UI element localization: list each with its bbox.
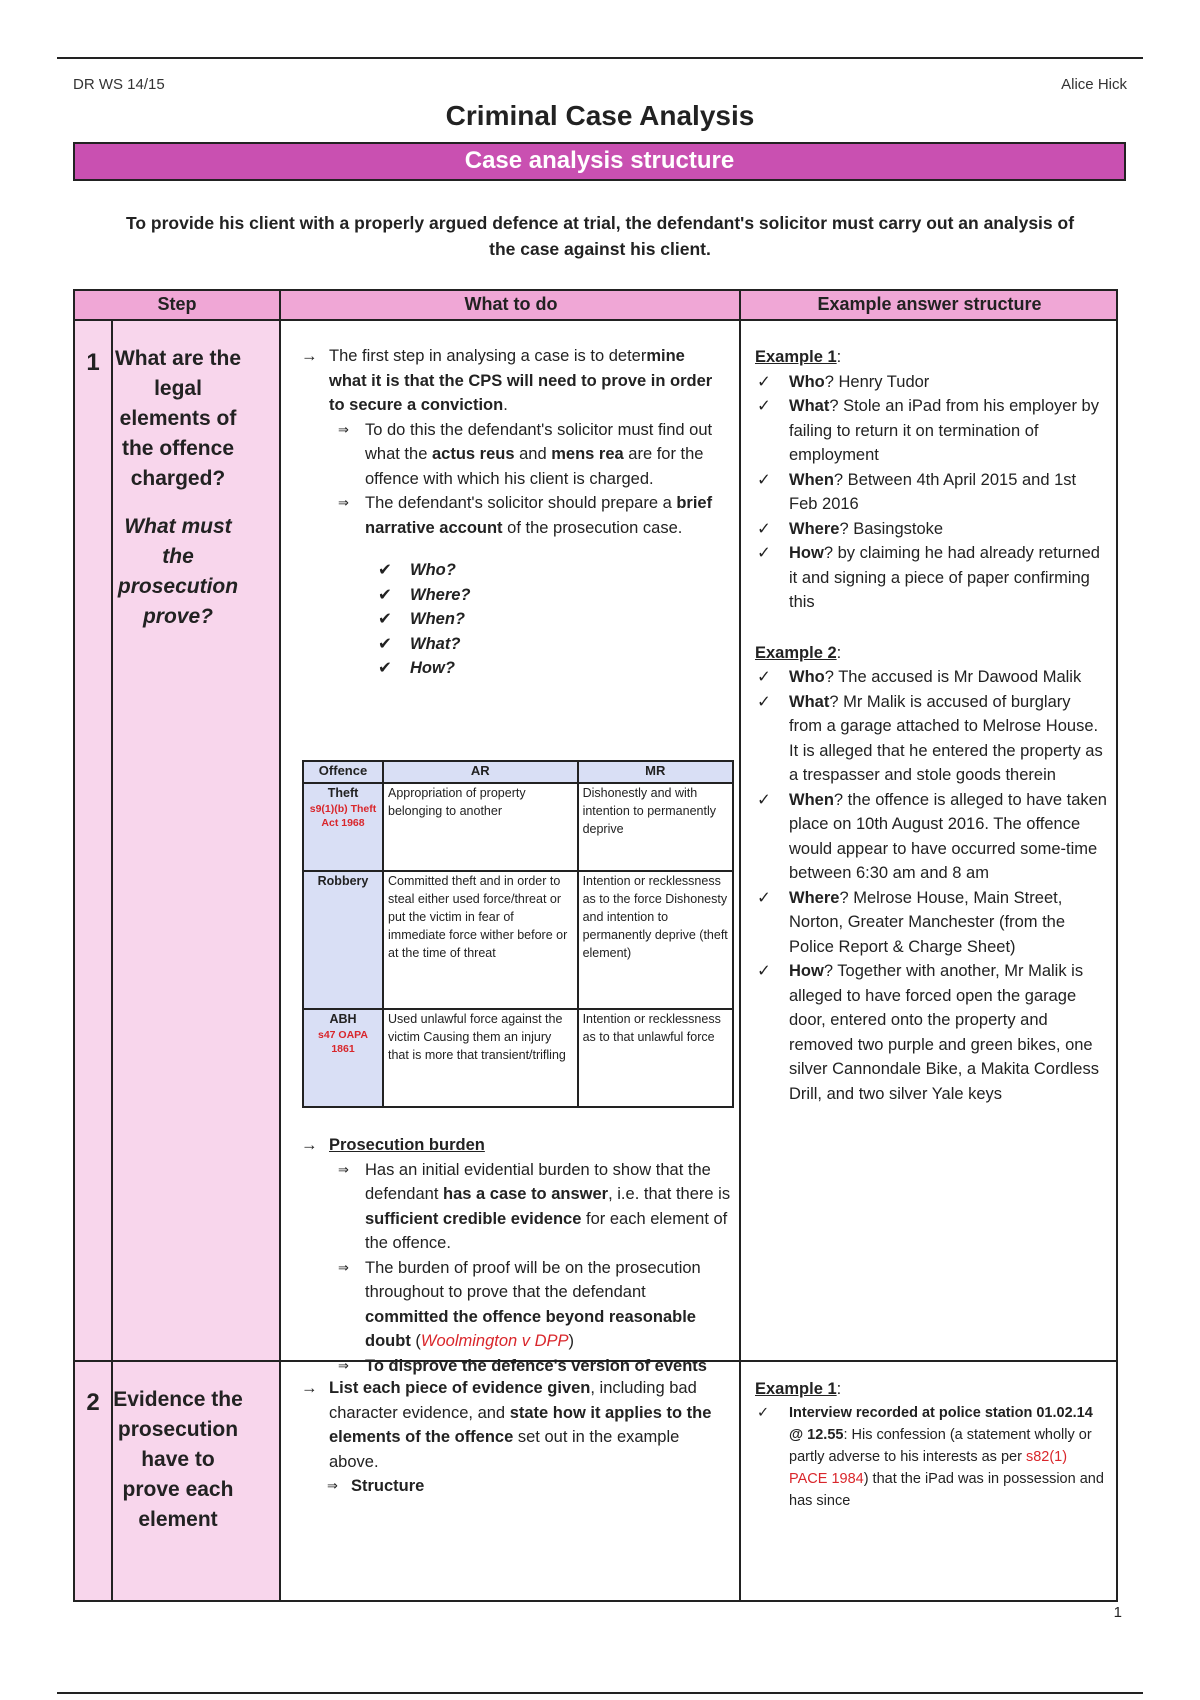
step2-number: 2 [86,1389,100,1416]
check-icon: ✔ [378,610,392,628]
check-icon: ✓ [757,692,771,711]
bottom-rule [57,1692,1143,1694]
list-item: → List each piece of evidence given, including bad character evidence, and state how it applies to the elements of the offence set out in the example above. [293,1376,725,1474]
checklist [293,558,725,681]
list-item: ✓ Who? The accused is Mr Dawood Malik [755,665,1107,690]
list-item: ⇒ The defendant's solicitor should prepare a brief narrative account of the prosecution case. [293,491,725,540]
list-item: ✓ Where? Melrose House, Main Street, Norton, Greater Manchester (from the Police Report & Charge Sheet) [755,886,1107,960]
check-icon: ✔ [378,585,392,604]
check-icon: ✓ [757,668,771,686]
ar-cell: Appropriation of property belonging to another [383,783,578,871]
check-icon: ✓ [757,962,771,980]
step1-number: 1 [86,349,100,376]
double-arrow-icon: ⇒ [338,1259,349,1275]
list-item: ✓ When? Between 4th April 2015 and 1st Feb 2016 [755,468,1107,517]
intro-text: To provide his client with a properly argued defence at trial, the defendant's solicitor must carry out an analysis of the case against his client. [125,213,1075,259]
example1-heading: Example 1: [755,348,842,366]
step1-examples [755,345,1107,1106]
offence-cell: Theft s9(1)(b) Theft Act 1968 [303,783,383,871]
section-banner: Case analysis structure [73,142,1126,181]
table-header: MR [578,761,733,783]
table-row [303,871,733,1009]
checklist-item: ✔ Where? [378,583,725,608]
offence-cell: ABH s47 OAPA 1861 [303,1009,383,1107]
list-item: ✓ Who? Henry Tudor [755,370,1107,395]
list-item: ✓ What? Stole an iPad from his employer by failing to return it on termination of employment [755,394,1107,468]
checklist-item: ✔ When? [378,607,725,632]
table-border [739,289,741,1602]
top-rule [57,57,1143,59]
list-item: ✓ Where? Basingstoke [755,517,1107,542]
arrow-right-icon: → [301,1379,318,1397]
list-item: ✓ When? the offence is alleged to have taken place on 10th August 2016. The offence would appear to have occurred some-time between 6:30 am and 8 am [755,788,1107,886]
double-arrow-icon: ⇒ [338,1161,349,1177]
table-border [1116,289,1118,1602]
table-header-row [303,761,733,783]
double-arrow-icon: ⇒ [338,1357,349,1373]
check-icon: ✓ [757,372,771,391]
check-icon: ✓ [757,888,771,907]
list-item: ✓ How? by claiming he had already returned it and signing a piece of paper confirming this [755,541,1107,615]
check-icon: ✓ [757,1404,770,1421]
prosecution-burden [293,1133,733,1378]
offence-cell: Robbery [303,871,383,1009]
checklist-item: ✔ Who? [378,558,725,583]
check-icon: ✓ [757,544,771,562]
table-border [73,289,1118,291]
step2-title: Evidence the prosecution have to prove each element [113,1388,243,1531]
table-row [303,1009,733,1107]
step2-examples [755,1377,1105,1512]
table-header: Offence [303,761,383,783]
step1-title-block [113,344,243,632]
check-icon: ✔ [378,634,392,653]
double-arrow-icon: ⇒ [327,1478,338,1493]
table-header: AR [383,761,578,783]
check-icon: ✓ [757,519,771,538]
check-icon: ✓ [757,470,771,489]
table-border [73,319,1118,321]
check-icon: ✓ [757,397,771,415]
offence-table [302,760,734,1108]
double-arrow-icon: ⇒ [338,495,349,510]
check-icon: ✔ [378,659,392,677]
ar-cell: Committed theft and in order to steal either used force/threat or put the victim in fear of immediate force wither before or at the time of threat [383,871,578,1009]
list-item: ⇒ Has an initial evidential burden to show that the defendant has a case to answer, i.e. that there is sufficient credible evidence for each element of the offence. [293,1158,733,1256]
list-item: ⇒ The burden of proof will be on the prosecution throughout to prove that the defendant committed the offence beyond reasonable doubt (Woolmington v DPP) [293,1256,733,1354]
step2-what-to-do [293,1376,725,1499]
header-left: DR WS 14/15 [73,76,165,93]
list-item: ⇒ Structure [293,1474,725,1499]
header-right: Alice Hick [1061,76,1127,93]
step1-title: What are the legal elements of the offence charged? [114,347,242,490]
page-title: Criminal Case Analysis [445,100,755,131]
page-number: 1 [1113,1604,1122,1621]
column-header-example: Example answer structure [741,289,1118,319]
list-item: ⇒ To disprove the defence's version of events [293,1354,733,1379]
ar-cell: Used unlawful force against the victim Causing them an injury that is more that transient/trifling [383,1009,578,1107]
step2-example-heading: Example 1: [755,1380,842,1398]
step1-what-to-do [293,344,725,681]
list-item: ✓ Interview recorded at police station 01.02.14 @ 12.55: His confession (a statement wholly or partly adverse to his interests as per s82(1) PACE 1984) that the iPad was in possession and has since [755,1402,1105,1512]
list-item: ✓ What? Mr Malik is accused of burglary from a garage attached to Melrose House. It is alleged that he entered the property as a trespasser and stole goods therein [755,690,1107,788]
check-icon: ✔ [378,561,392,579]
list-item: ✓ How? Together with another, Mr Malik is alleged to have forced open the garage door, entered onto the property and removed two purple and green bikes, one silver Cannondale Bike, a Makita Cordless Drill, and two silver Yale keys [755,959,1107,1106]
checklist-item: ✔ How? [378,656,725,681]
mr-cell: Intention or recklessness as to the force Dishonesty and intention to permanently deprive (theft element) [578,871,733,1009]
list-item: → Prosecution burden [293,1133,733,1158]
column-header-step: Step [73,289,281,319]
mr-cell: Dishonestly and with intention to permanently deprive [578,783,733,871]
double-arrow-icon: ⇒ [338,421,349,437]
list-item: ⇒ To do this the defendant's solicitor must find out what the actus reus and mens rea are for the offence with which his client is charged. [293,418,725,492]
mr-cell: Intention or recklessness as to that unlawful force [578,1009,733,1107]
arrow-right-icon: → [301,1136,318,1154]
example2-heading: Example 2: [755,643,842,662]
check-icon: ✓ [757,790,771,809]
arrow-right-icon: → [301,347,318,365]
column-header-what: What to do [281,289,741,319]
table-border [73,1600,1118,1602]
step1-subtitle: What must the prosecution prove? [117,515,239,628]
table-row [303,783,733,871]
checklist-item: ✔ What? [378,632,725,657]
table-border [279,289,281,1602]
list-item: → The first step in analysing a case is to determine what it is that the CPS will need to prove in order to secure a conviction. [293,344,725,418]
